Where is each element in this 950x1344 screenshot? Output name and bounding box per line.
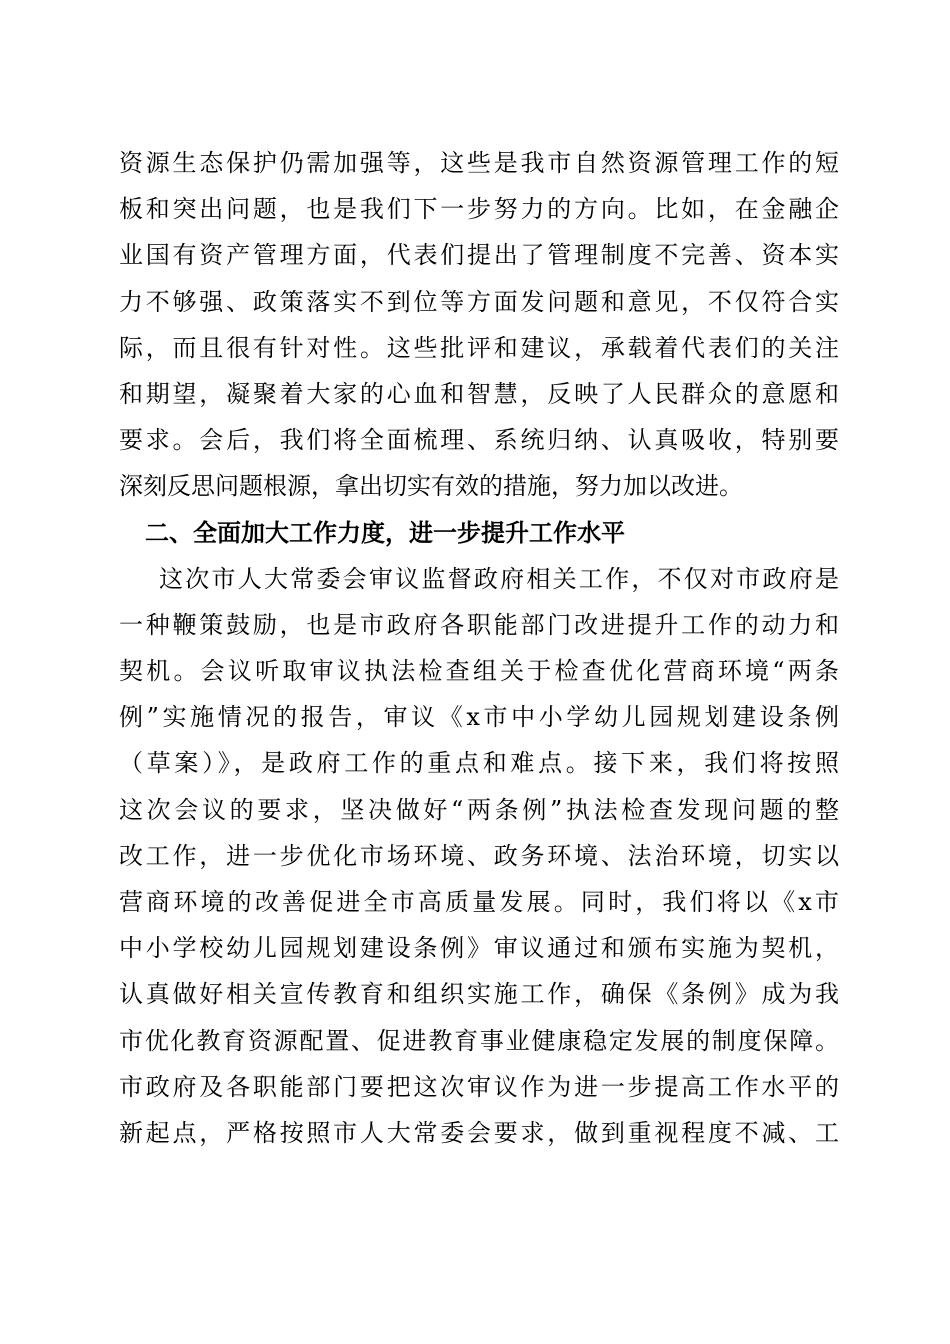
- text-line: 营商环境的改善促进全市高质量发展。同时，我们将以《x市: [119, 888, 839, 916]
- text-line: 深刻反思问题根源，拿出切实有效的措施，努力加以改进。: [119, 472, 743, 501]
- text-line: 中小学校幼儿园规划建设条例》审议通过和颁布实施为契机，: [119, 934, 839, 963]
- text-line: 认真做好相关宣传教育和组织实施工作，确保《条例》成为我: [119, 980, 839, 1009]
- text-line: 例”实施情况的报告，审议《x市中小学幼儿园规划建设条例: [119, 703, 839, 732]
- text-line: 要求。会后，我们将全面梳理、系统归纳、认真吸收，特别要: [119, 426, 839, 455]
- text-line: 这次会议的要求，坚决做好“两条例”执法检查发现问题的整: [119, 795, 839, 824]
- text-line: 力不够强、政策落实不到位等方面发问题和意见，不仅符合实: [119, 287, 839, 316]
- text-line: 际，而且很有针对性。这些批评和建议，承载着代表们的关注: [119, 333, 839, 362]
- text-line: 和期望，凝聚着大家的心血和智慧，反映了人民群众的意愿和: [119, 379, 839, 408]
- text-line: 板和突出问题，也是我们下一步努力的方向。比如，在金融企: [119, 195, 839, 224]
- text-line: 市政府及各职能部门要把这次审议作为进一步提高工作水平的: [119, 1072, 839, 1101]
- text-line: 这次市人大常委会审议监督政府相关工作，不仅对市政府是: [159, 564, 839, 593]
- text-line: 资源生态保护仍需加强等，这些是我市自然资源管理工作的短: [119, 149, 839, 177]
- section-heading: 二、全面加大工作力度，进一步提升工作水平: [145, 518, 625, 547]
- text-line: 市优化教育资源配置、促进教育事业健康稳定发展的制度保障。: [119, 1026, 839, 1055]
- text-line: 新起点，严格按照市人大常委会要求，做到重视程度不减、工: [119, 1118, 839, 1147]
- text-line: 一种鞭策鼓励，也是市政府各职能部门改进提升工作的动力和: [119, 610, 839, 639]
- body-text: [119, 140, 839, 1156]
- text-line: （草案）》，是政府工作的重点和难点。接下来，我们将按照: [119, 749, 839, 778]
- text-line: 改工作，进一步优化市场环境、政务环境、法治环境，切实以: [119, 841, 839, 870]
- text-line: 业国有资产管理方面，代表们提出了管理制度不完善、资本实: [119, 241, 839, 270]
- text-line: 契机。会议听取审议执法检查组关于检查优化营商环境“两条: [119, 657, 839, 686]
